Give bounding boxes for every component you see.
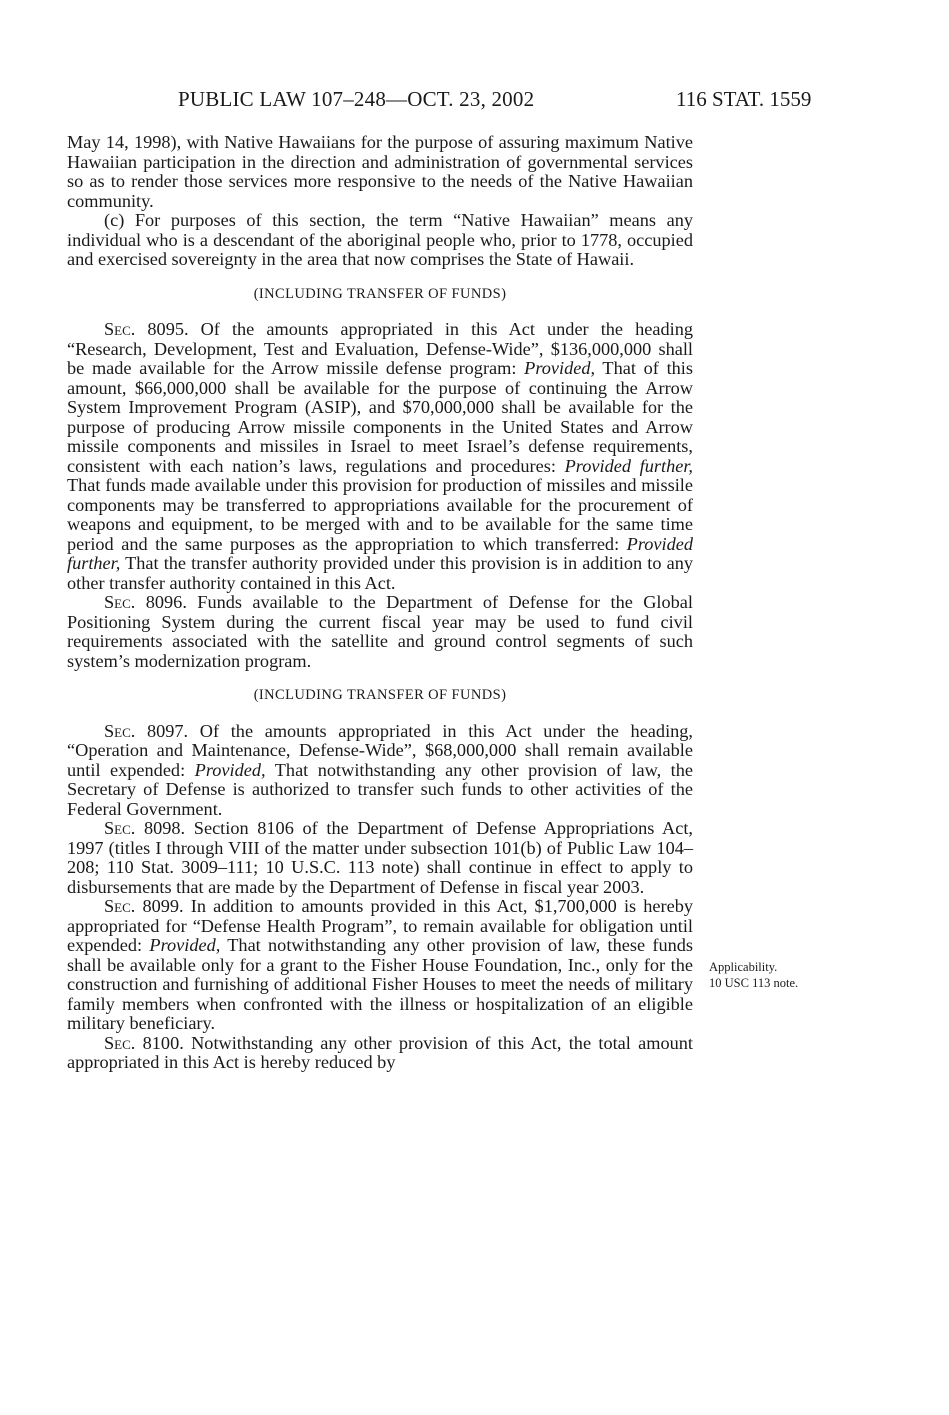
proviso-term: Provided, [194, 759, 266, 780]
section-label: Sec. 8097. [104, 720, 189, 741]
proviso-term: Provided further, [564, 455, 694, 476]
section-label: Sec. 8098. [104, 818, 186, 838]
section-text: That funds made available under this provision for production of missiles and missile components may be transferred to appropriations available for the procurement of weapons and equipment, to be merged with and to be available for the same time period and the same purposes as the appropriation to which transferred: [67, 475, 693, 554]
page-reference: 116 STAT. 1559 [676, 87, 812, 111]
margin-note-applicability: Applicability. [709, 960, 778, 974]
proviso-term: Provided further, [67, 533, 693, 573]
section-heading-transfer-of-funds: (INCLUDING TRANSFER OF FUNDS) [253, 285, 507, 302]
section-text: Of the amounts appropriated in this Act under the heading, “Operation and Maintenance, Defense-Wide”, $68,000,000 shall remain available until expended: [67, 720, 693, 780]
margin-note-citation: 10 USC 113 note. [709, 976, 799, 990]
paragraph-continuation: May 14, 1998), with Native Hawaiians for the purpose of assuring maximum Native Hawaiian participation in the direction and administration of governmental services so as to render those services more responsive to the needs of the Native Hawaiian community. [67, 132, 693, 211]
section-text: That notwithstanding any other provision of law, the Secretary of Defense is authorized to transfer such funds to other activities of the Federal Government. [67, 759, 693, 819]
section-label: Sec. 8099. [104, 896, 184, 916]
section-text: That of this amount, $66,000,000 shall be available for the purpose of continuing the Arrow System Improvement Program (ASIP), and $70,000,000 shall be available for the purpose of producing Arrow missile components in the United States and Arrow missile components and missiles in Israel to meet Israel’s defense requirements, consistent with each nation’s laws, regulations and procedures: [67, 358, 693, 476]
proviso-term: Provided, [524, 358, 596, 378]
section-text: Notwithstanding any other provision of this Act, the total amount appropriated in this Act is hereby reduced by [67, 1032, 693, 1072]
proviso-term: Provided, [149, 935, 221, 955]
section-text: Section 8106 of the Department of Defense Appropriations Act, 1997 (titles I through VIII of the matter under subsection 101(b) of Public Law 104–208; 110 Stat. 3009–111; 10 U.S.C. 113 note) shall continue in effect to apply to disbursements that are made by the Department of Defense in fiscal year 2003. [67, 818, 693, 897]
paragraph-native-hawaiian-definition: (c) For purposes of this section, the term “Native Hawaiian” means any individual who is a descendant of the aboriginal people who, prior to 1778, occupied and exercised sovereignty in the area that now comprises the State of Hawaii. [67, 210, 693, 269]
section-text: In addition to amounts provided in this Act, $1,700,000 is hereby appropriated for “Defense Health Program”, to remain available for obligation until expended: [67, 896, 693, 955]
section-label: Sec. 8095. [104, 319, 189, 339]
section-heading-transfer-of-funds: (INCLUDING TRANSFER OF FUNDS) [253, 687, 507, 703]
section-label: Sec. 8096. [104, 592, 187, 612]
section-8097 [67, 722, 693, 820]
page-body [67, 133, 693, 1073]
running-header-title: PUBLIC LAW 107–248—OCT. 23, 2002 [178, 87, 535, 111]
section-8100 [67, 1034, 693, 1073]
section-text: That the transfer authority provided under this provision is in addition to any other transfer authority contained in this Act. [67, 553, 693, 593]
section-8096 [67, 593, 693, 671]
section-text: Of the amounts appropriated in this Act under the heading “Research, Development, Test and Evaluation, Defense-Wide”, $136,000,000 shall be made available for the Arrow missile defense program: [67, 319, 693, 378]
section-8095 [67, 320, 693, 593]
margin-note [709, 959, 798, 991]
section-8099 [67, 897, 693, 1034]
section-text: That notwithstanding any other provision of law, these funds shall be available only for a grant to the Fisher House Foundation, Inc., only for the construction and furnishing of additional Fisher Houses to meet the needs of military family members when confronted with the illness or hospitalization of an eligible military beneficiary. [67, 935, 693, 1033]
section-label: Sec. 8100. [104, 1032, 184, 1053]
section-8098 [67, 819, 693, 897]
section-text: Funds available to the Department of Defense for the Global Positioning System during the current fiscal year may be used to fund civil requirements associated with the satellite and ground control segments of such system’s modernization program. [67, 592, 693, 671]
